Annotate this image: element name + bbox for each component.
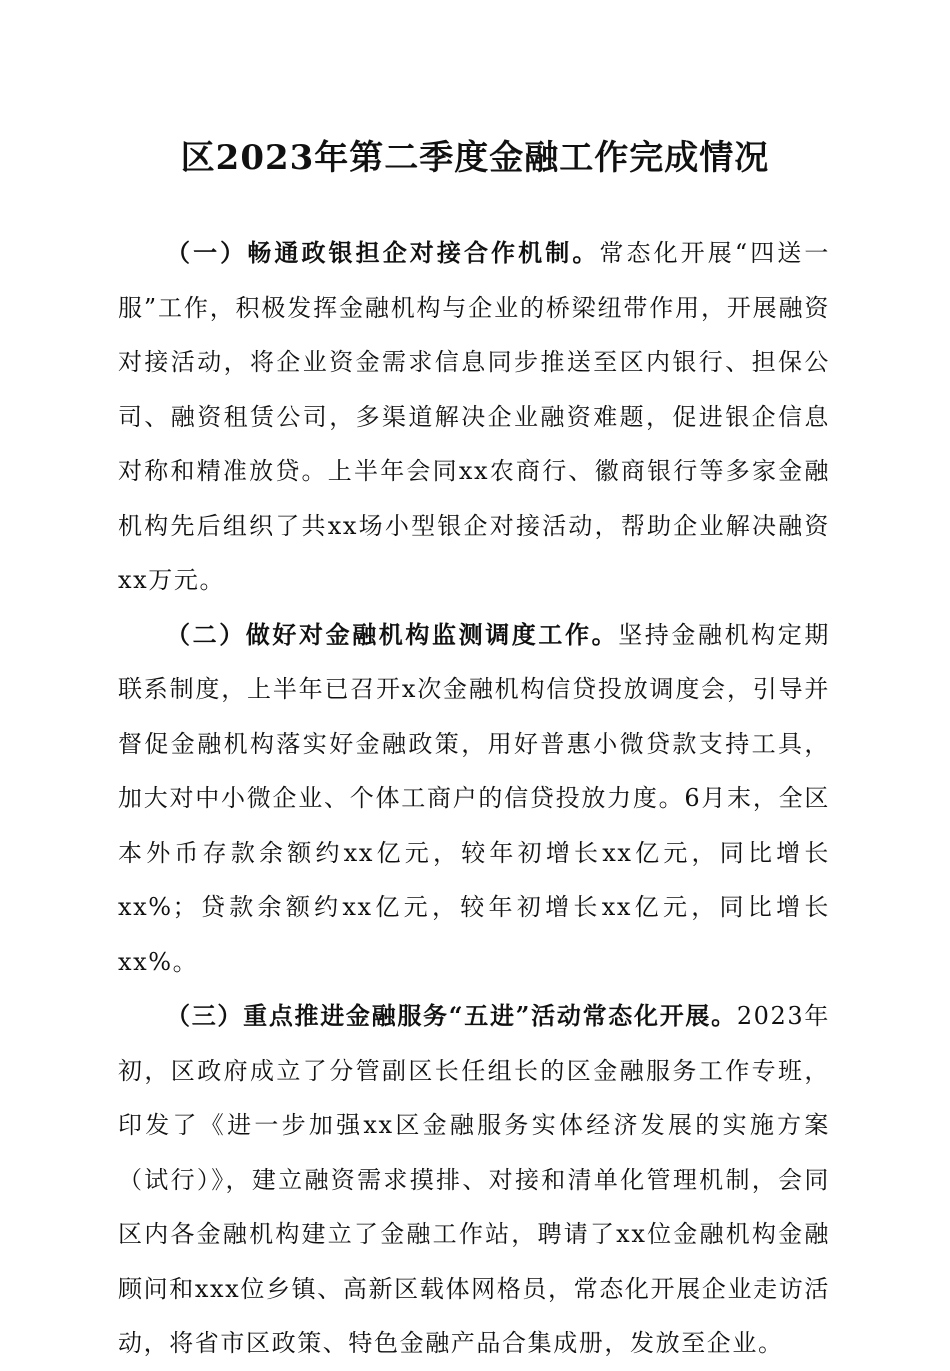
paragraph-3 [118, 989, 830, 1371]
document-body [118, 226, 830, 1371]
paragraph-2-text: 坚持金融机构定期联系制度，上半年已召开x次金融机构信贷投放调度会，引导并督促金融机构落实好金融政策，用好普惠小微贷款支持工具，加大对中小微企业、个体工商户的信贷投放力度。6月末，全区本外币存款余额约xx亿元，较年初增长xx亿元，同比增长xx%；贷款余额约xx亿元，较年初增长xx亿元，同比增长xx%。 [118, 620, 830, 976]
paragraph-2 [118, 608, 830, 990]
paragraph-2-heading: （二）做好对金融机构监测调度工作。 [166, 619, 619, 649]
paragraph-3-heading: （三）重点推进金融服务“五进”活动常态化开展。 [166, 1001, 737, 1030]
paragraph-3-text: 2023年初，区政府成立了分管副区长任组长的区金融服务工作专班，印发了《进一步加强xx区金融服务实体经济发展的实施方案（试行）》，建立融资需求摸排、对接和清单化管理机制，会同区内各金融机构建立了金融工作站，聘请了xx位金融机构金融顾问和xxx位乡镇、高新区载体网格员，常态化开展企业走访活动，将省市区政策、特色金融产品合集成册，发放至企业。 [118, 1002, 830, 1357]
paragraph-1-heading: （一）畅通政银担企对接合作机制。 [166, 238, 600, 267]
paragraph-1 [118, 226, 830, 608]
document-title: 区2023年第二季度金融工作完成情况 [180, 138, 770, 178]
paragraph-1-text: 常态化开展“四送一服”工作，积极发挥金融机构与企业的桥梁纽带作用，开展融资对接活动，将企业资金需求信息同步推送至区内银行、担保公司、融资租赁公司，多渠道解决企业融资难题，促进银企信息对称和精准放贷。上半年会同xx农商行、徽商银行等多家金融机构先后组织了共xx场小型银企对接活动，帮助企业解决融资xx万元。 [118, 239, 830, 594]
